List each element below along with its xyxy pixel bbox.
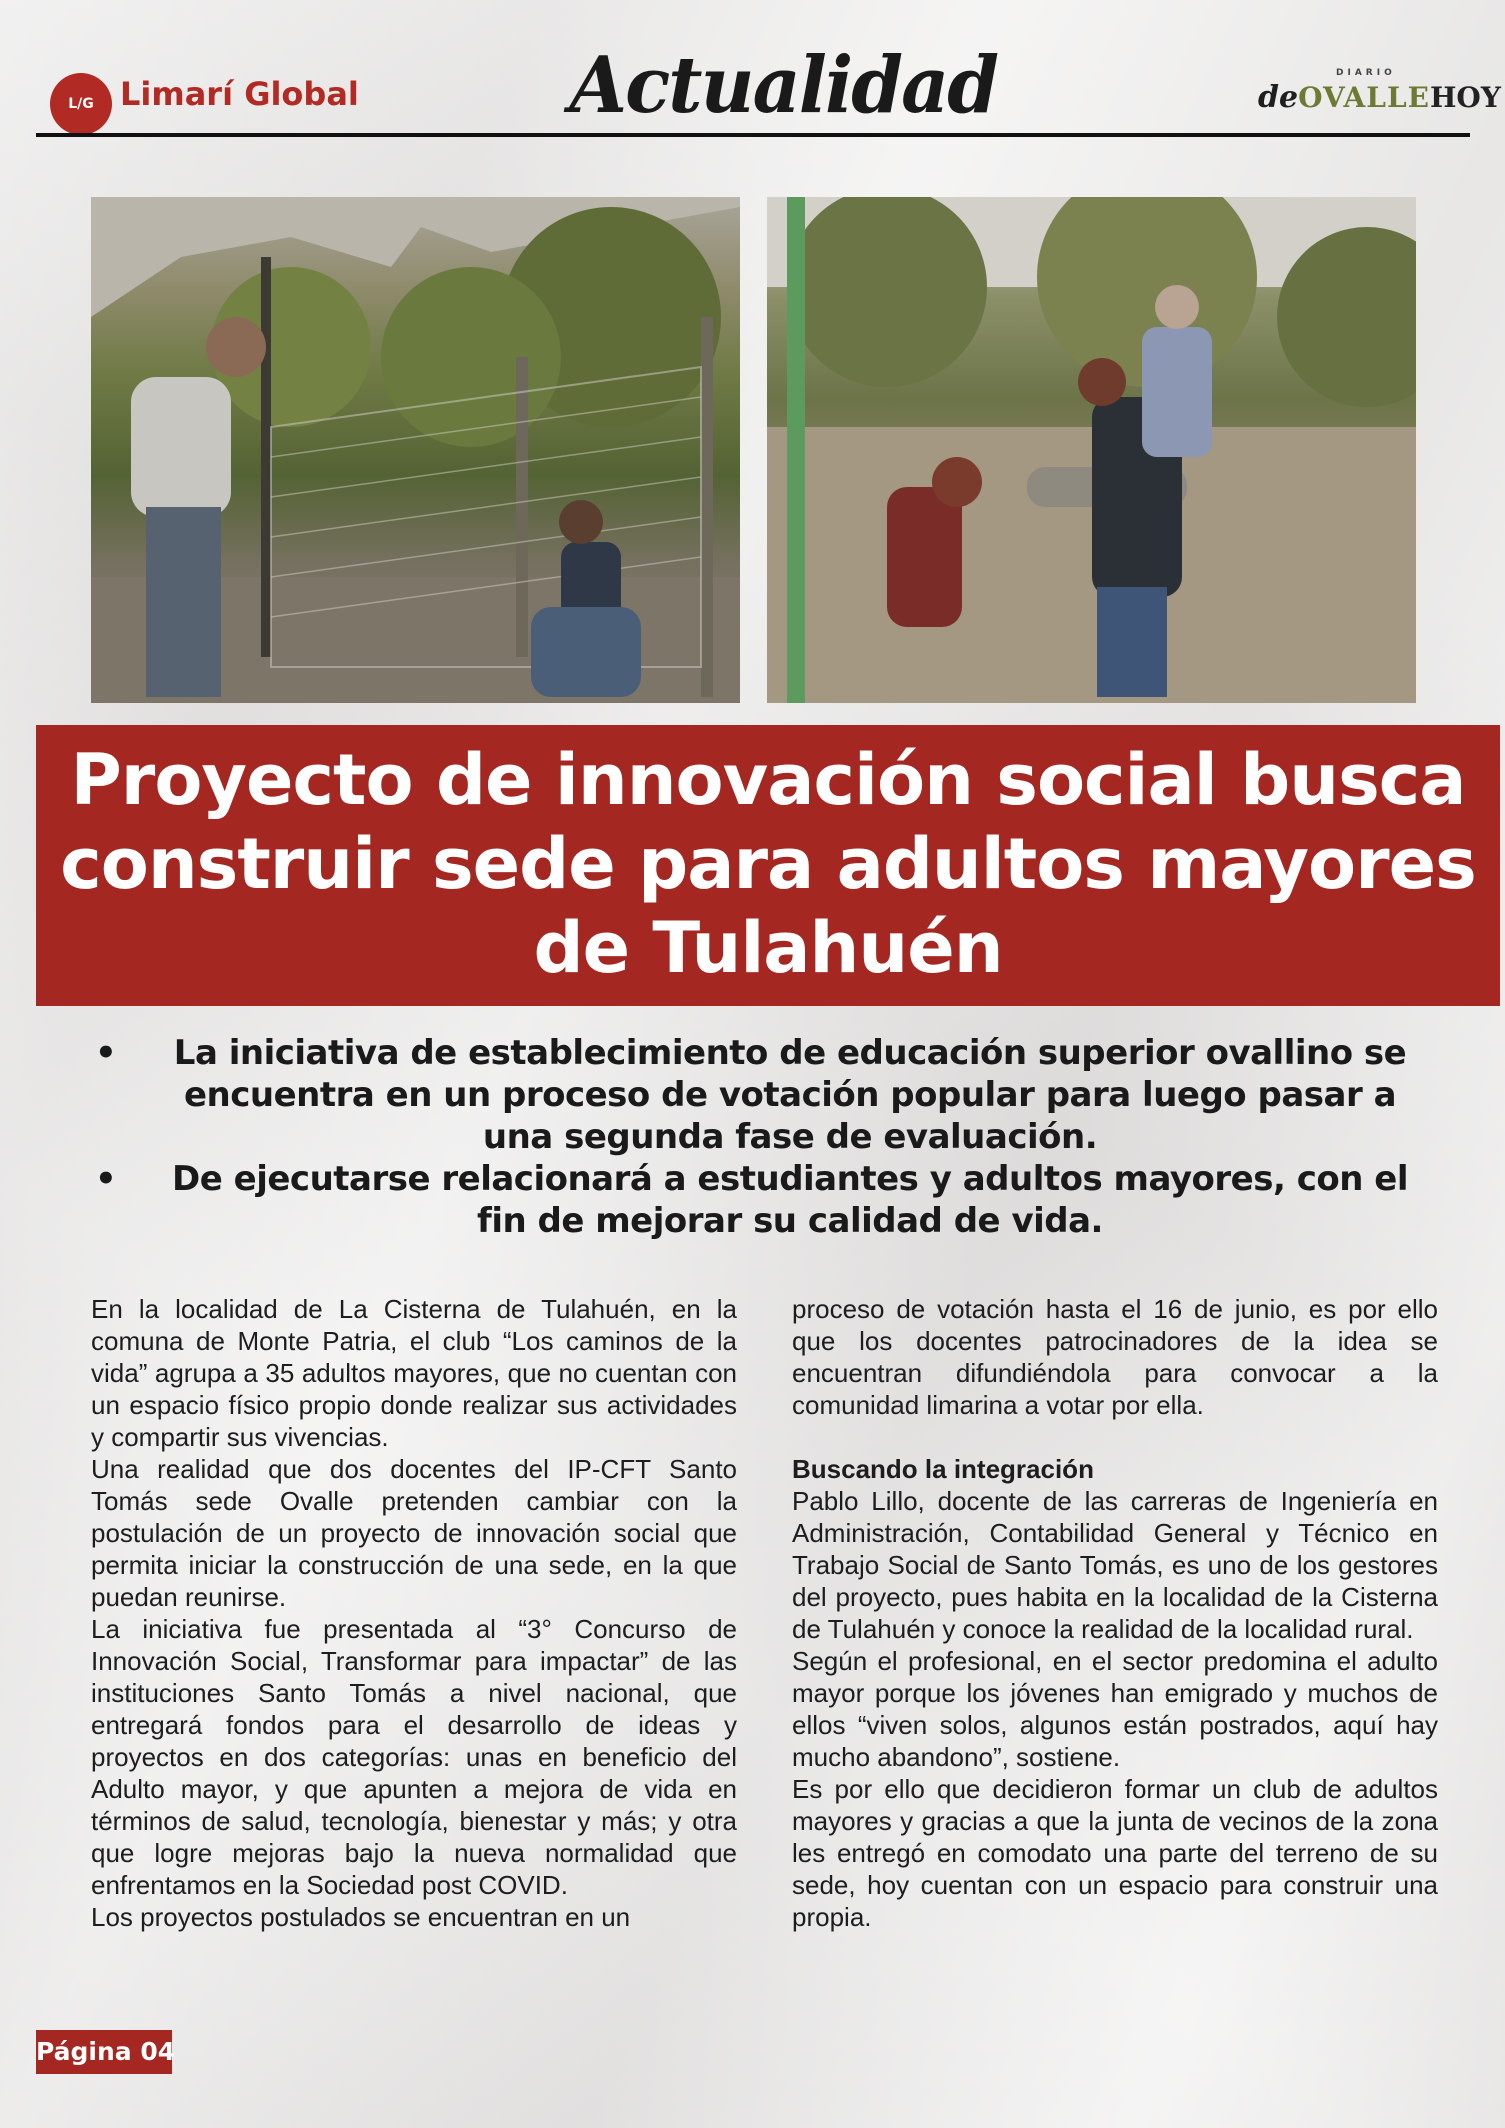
limari-global-logo-badge: L/G bbox=[50, 73, 112, 135]
brand-hoy: HOY bbox=[1429, 81, 1501, 114]
article-subheading: Buscando la integración bbox=[792, 1454, 1094, 1484]
brand-diario-label: DIARIO bbox=[1336, 68, 1396, 78]
summary-bullet: • De ejecutarse relacionará a estudiantes y adultos mayores, con el fin de mejorar su calidad de vida. bbox=[95, 1158, 1435, 1242]
summary-bullet: • La iniciativa de establecimiento de educación superior ovallino se encuentra en un proceso de votación popular para luego pasar a una segunda fase de evaluación. bbox=[95, 1032, 1435, 1158]
header-divider bbox=[36, 133, 1470, 137]
photo-fence-illustration bbox=[91, 197, 740, 703]
article-paragraph: Es por ello que decidieron formar un club de adultos mayores y gracias a que la junta de vecinos de la zona les entregó en comodato una parte del terreno de su sede, hoy cuentan con un espacio para construir una propia. bbox=[792, 1774, 1438, 1932]
article-paragraph: La iniciativa fue presentada al “3° Concurso de Innovación Social, Transformar para impactar” de las instituciones Santo Tomás a nivel nacional, que entregará fondos para el desarrollo de ideas y proyectos en dos categorías: unas en beneficio del Adulto mayor, y que apunten a mejora de vida en términos de salud, tecnología, bienestar y más; y otra que logre mejoras bajo la nueva normalidad que enfrentamos en la Sociedad post COVID. bbox=[91, 1614, 737, 1900]
brand-de: de bbox=[1258, 80, 1299, 115]
article-headline: Proyecto de innovación social busca construir sede para adultos mayores de Tulahuén bbox=[60, 739, 1476, 989]
article-column-left bbox=[91, 1293, 737, 1933]
article-paragraph-continuation: proceso de votación hasta el 16 de junio, es por ello que los docentes patrocinadores de la idea se encuentran difundiéndola para convocar a la comunidad limarina a votar por ella. bbox=[792, 1294, 1438, 1420]
photo-people-working bbox=[767, 197, 1416, 703]
diario-ovalle-hoy-logo bbox=[1258, 68, 1501, 115]
section-title: Actualidad bbox=[569, 40, 998, 131]
summary-bullets bbox=[95, 1032, 1435, 1242]
photo-people-illustration bbox=[767, 197, 1416, 703]
brand-ovalle: OVALLE bbox=[1298, 81, 1430, 114]
article-paragraph: Los proyectos postulados se encuentran en un bbox=[91, 1902, 631, 1932]
photo-fence-building bbox=[91, 197, 740, 703]
page-number-tag: Página 04 bbox=[36, 2030, 172, 2074]
article-column-right bbox=[792, 1293, 1438, 1933]
article-paragraph: Pablo Lillo, docente de las carreras de Ingeniería en Administración, Contabilidad General y Técnico en Trabajo Social de Santo Tomás, es uno de los gestores del proyecto, pues habita en la localidad de la Cisterna de Tulahuén y conoce la realidad de la localidad rural. bbox=[792, 1486, 1438, 1644]
limari-global-logo-name: Limarí Global bbox=[120, 75, 359, 113]
article-paragraph: Según el profesional, en el sector predomina el adulto mayor porque los jóvenes han emigrado y muchos de ellos “viven solos, algunos están postrados, aquí hay mucho abandono”, sostiene. bbox=[792, 1646, 1438, 1772]
article-paragraph: En la localidad de La Cisterna de Tulahuén, en la comuna de Monte Patria, el club “Los caminos de la vida” agrupa a 35 adultos mayores, que no cuentan con un espacio físico propio donde realizar sus actividades y compartir sus vivencias. bbox=[91, 1294, 737, 1452]
article-paragraph: Una realidad que dos docentes del IP-CFT Santo Tomás sede Ovalle pretenden cambiar con la postulación de un proyecto de innovación social que permita iniciar la construcción de una sede, en la que puedan reunirse. bbox=[91, 1454, 737, 1612]
